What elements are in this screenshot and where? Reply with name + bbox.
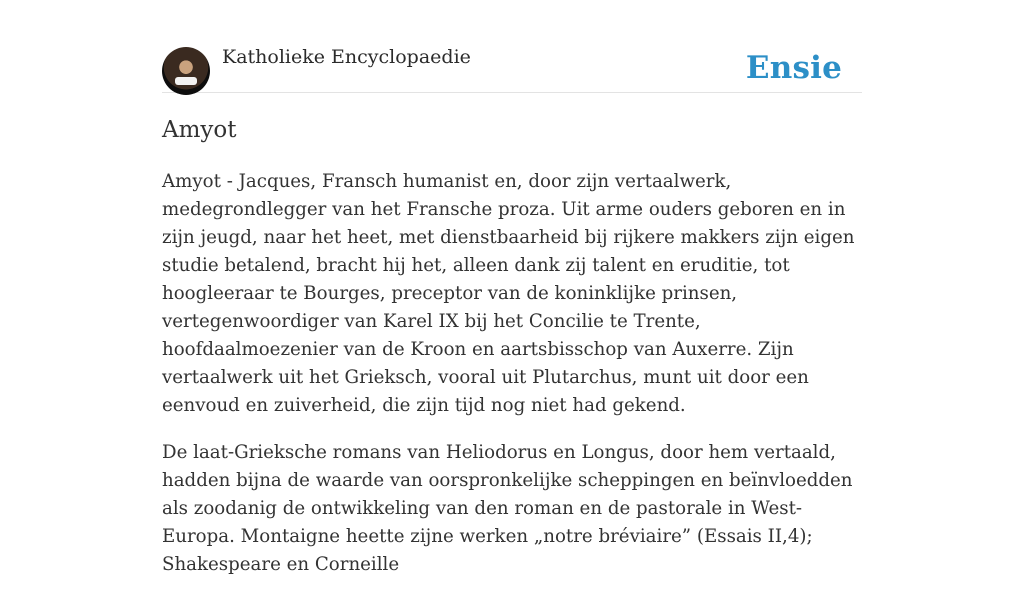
source-title[interactable]: Katholieke Encyclopaedie (222, 46, 471, 68)
page (162, 0, 862, 575)
brand-logo[interactable]: Ensie (745, 50, 842, 86)
article-body (162, 168, 862, 598)
article-paragraph: De laat-Grieksche romans van Heliodorus en Longus, door hem vertaald, hadden bijna de waarde van oorspronkelijke scheppingen en beïnvloedden als zoodanig de ontwikkeling van den roman en de pastorale in West-Europa. Montaigne heette zijne werken „notre bréviaire” (Essais II,4); Shakespeare en Corneille (162, 442, 853, 575)
article-title: Amyot (162, 117, 237, 143)
avatar-collar (175, 77, 197, 85)
header (162, 0, 862, 93)
article-paragraph: Amyot - Jacques, Fransch humanist en, door zijn vertaalwerk, medegrondlegger van het Fransche proza. Uit arme ouders geboren en in zijn jeugd, naar het heet, met dienstbaarheid bij rijkere makkers zijn eigen studie betalend, bracht hij het, alleen dank zij talent en eruditie, tot hoogleeraar te Bourges, preceptor van de koninklijke prinsen, vertegenwoordiger van Karel IX bij het Concilie te Trente, hoofdaalmoezenier van de Kroon en aartsbisschop van Auxerre. Zijn vertaalwerk uit het Grieksch, vooral uit Plutarchus, munt uit door een eenvoud en zuiverheid, die zijn tijd nog niet had gekend. (162, 171, 855, 416)
portrait-avatar-icon[interactable] (162, 47, 210, 95)
